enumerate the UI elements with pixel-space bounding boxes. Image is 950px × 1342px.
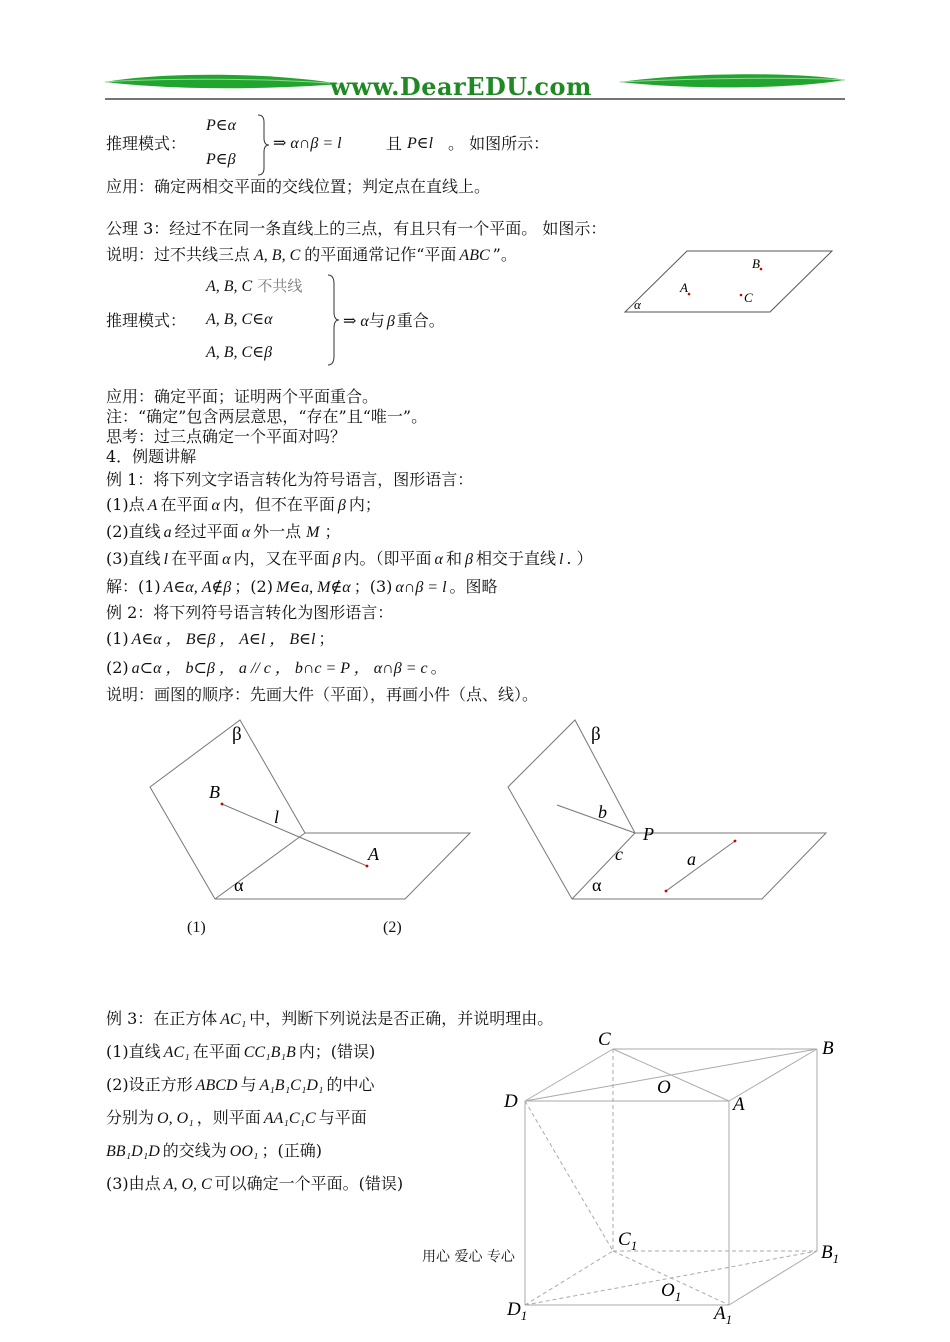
example1-item-1: [106, 495, 381, 516]
var-alpha: α: [211, 497, 220, 514]
label-A: A: [368, 844, 379, 864]
text: 。图略: [449, 577, 498, 596]
text: 外一点: [253, 522, 302, 541]
text: 例 3：在正方体: [106, 1009, 218, 1028]
label-D1-sub: 1: [520, 1308, 528, 1323]
axiom3-note-prefix: 说明：过不共线三点: [106, 245, 251, 264]
label-beta: β: [591, 724, 601, 745]
diagonal-CA: [613, 1049, 729, 1101]
text: 内，又在平面: [233, 549, 330, 568]
text: 与: [240, 1075, 257, 1094]
text: 内；(错误): [298, 1042, 376, 1061]
axiom3-premise-1-text: 不共线: [257, 277, 303, 295]
math: α∩β = l: [395, 579, 447, 596]
label-A1-letter: A: [714, 1303, 726, 1324]
text: 解：(1): [106, 577, 161, 596]
axiom3-note: [106, 245, 517, 266]
math: AA₁C₁C: [263, 1110, 316, 1127]
var-l: l: [558, 551, 564, 568]
text: 。: [430, 658, 447, 677]
var-alpha: α: [241, 524, 251, 541]
line-c: [572, 833, 635, 899]
plane-alpha: [215, 833, 470, 899]
axiom3-brace: [326, 274, 340, 366]
axiom3-conclusion-math: ⇒ α: [343, 313, 369, 330]
axiom3-conclusion-text2: 重合。: [396, 311, 445, 330]
var-beta: β: [464, 551, 473, 568]
figure-1: [140, 715, 480, 910]
label-O1-sub: 1: [674, 1289, 682, 1304]
text: 的交线为: [162, 1141, 227, 1160]
point-A: [366, 865, 369, 868]
text: 在平面: [171, 549, 220, 568]
text: (3)由点: [106, 1174, 161, 1193]
label-O1-letter: O: [661, 1280, 675, 1301]
var-beta: β: [337, 497, 346, 514]
example2-note: 说明：画图的顺序：先画大件（平面），再画小件（点、线）。: [106, 685, 539, 704]
label-b: b: [598, 802, 607, 822]
example3-item-2-line-2: [106, 1108, 367, 1129]
notes-note: 注：“确定”包含两层意思，“存在”且“唯一”。: [106, 407, 428, 426]
text: (2)设正方形: [106, 1075, 193, 1094]
text: . ）: [566, 549, 593, 568]
var-alpha: α: [222, 551, 231, 568]
notes-application: 应用：确定平面；证明两个平面重合。: [106, 387, 379, 406]
line-b: [557, 805, 635, 833]
axiom3-infer-label: 推理模式：: [106, 311, 187, 330]
label-A1: [712, 1303, 732, 1327]
var-A: A: [147, 497, 158, 514]
text: 分别为: [106, 1108, 155, 1127]
text: (1)点: [106, 495, 145, 514]
axiom3-note-end: ”。: [492, 245, 517, 264]
label-D1-letter: D: [507, 1299, 521, 1320]
math: AC₁: [220, 1011, 247, 1028]
math: A₁B₁C₁D₁: [259, 1077, 324, 1094]
text: (1): [106, 629, 129, 648]
label-D: D: [504, 1091, 518, 1112]
label-B: B: [822, 1038, 834, 1059]
label-O: O: [657, 1077, 671, 1098]
math: ABCD: [195, 1077, 238, 1094]
example2-title: 例 2：将下列符号语言转化为图形语言：: [106, 603, 394, 622]
intersection-line: [215, 833, 305, 899]
label-c: c: [615, 844, 623, 864]
plane-alpha: [572, 833, 826, 899]
axiom3-note-points: A, B, C: [254, 247, 301, 264]
axiom3-conclusion-text1: 与: [368, 311, 385, 330]
line-a: [666, 841, 735, 891]
label-B1-letter: B: [821, 1242, 833, 1263]
example3-item-1: [106, 1042, 375, 1063]
example1-item-3: [106, 549, 593, 570]
text: 的中心: [326, 1075, 375, 1094]
math: BB₁D₁D: [106, 1143, 160, 1160]
label-A1-sub: 1: [725, 1312, 733, 1327]
label-D1: [506, 1299, 527, 1323]
text: 在平面: [160, 495, 209, 514]
plane-beta: [508, 720, 635, 899]
page-footer: 用心 爱心 专心: [422, 1249, 515, 1265]
example2-item-2: [106, 658, 447, 679]
axiom2-application: 应用：确定两相交平面的交线位置；判定点在直线上。: [106, 177, 491, 196]
text: 中，判断下列说法是否正确，并说明理由。: [249, 1009, 554, 1028]
text: 与平面: [318, 1108, 367, 1127]
axiom2-premise-2: P∈β: [206, 151, 236, 168]
label-alpha: α: [634, 297, 641, 312]
axiom3-premise-1: [206, 276, 302, 297]
example3-item-2-line-1: [106, 1075, 375, 1096]
point-a-end: [734, 840, 737, 843]
example1-item-2: [106, 522, 340, 543]
math: M∈a, M∉α: [275, 579, 351, 596]
math: A, O, C: [163, 1176, 212, 1193]
label-A: A: [680, 280, 688, 295]
text: ；(3): [353, 577, 393, 596]
text: 内；: [348, 495, 381, 514]
text: ；(2): [234, 577, 273, 596]
axiom3-premise-2: A, B, C∈α: [206, 311, 273, 328]
math: A∈α, A∉β: [163, 579, 232, 596]
text: 可以确定一个平面。(错误): [214, 1174, 404, 1193]
point-C: [740, 294, 743, 297]
label-C: C: [598, 1029, 611, 1050]
label-B1-sub: 1: [832, 1251, 840, 1266]
label-beta: β: [232, 724, 242, 745]
figure-2: [500, 715, 840, 910]
text: ；: [318, 629, 335, 648]
cube-figure: [495, 1025, 855, 1335]
example2-item-1: [106, 629, 334, 650]
line-l: [222, 804, 367, 866]
example3-item-2-line-3: [106, 1141, 322, 1162]
text: 经过平面: [174, 522, 239, 541]
math: a⊂α ， b⊂β ， a // c ， b∩c = P ， α∩β = c: [131, 660, 428, 677]
axiom2-premise-1: P∈α: [206, 117, 237, 134]
axiom2-conclusion-2: P∈l: [407, 135, 434, 152]
plane-alpha-outline: [625, 251, 832, 312]
label-C1: [618, 1229, 637, 1253]
label-C: C: [744, 290, 753, 305]
section-title: 4．例题讲解: [106, 447, 197, 466]
axiom3-conclusion-math2: β: [386, 313, 395, 330]
text: ，则平面: [196, 1108, 261, 1127]
axiom2-brace: [256, 114, 270, 176]
axiom3-statement: 公理 3：经过不在同一条直线上的三点，有且只有一个平面。 如图示：: [106, 219, 607, 238]
text: 内，但不在平面: [222, 495, 335, 514]
label-B1: [821, 1242, 839, 1266]
math: OO₁: [229, 1143, 259, 1160]
label-C1-sub: 1: [630, 1238, 638, 1253]
notes-think: 思考：过三点确定一个平面对吗？: [106, 427, 347, 446]
axiom3-note-name: ABC: [459, 247, 490, 264]
example1-solution: [106, 577, 498, 598]
label-alpha: α: [234, 875, 244, 895]
example3-title: [106, 1009, 553, 1030]
label-C1-letter: C: [618, 1229, 631, 1250]
point-A: [688, 293, 691, 296]
axiom2-and: 且: [386, 134, 403, 153]
axiom3-conclusion: [343, 311, 445, 332]
axiom3-premise-1-math: A, B, C: [206, 278, 253, 295]
text: 和: [445, 549, 462, 568]
text: ；(正确): [261, 1141, 322, 1160]
label-alpha: α: [592, 875, 602, 895]
point-a-start: [665, 890, 668, 893]
math: CC₁B₁B: [243, 1044, 296, 1061]
var-beta: β: [332, 551, 341, 568]
var-a: a: [163, 524, 172, 541]
math: A∈α ， B∈β ， A∈l ， B∈l: [131, 631, 316, 648]
var-alpha: α: [434, 551, 443, 568]
text: 在平面: [192, 1042, 241, 1061]
axiom2-infer-label: 推理模式：: [106, 134, 187, 153]
label-a: a: [687, 849, 696, 869]
label-A: A: [733, 1094, 745, 1115]
label-O1: [661, 1280, 681, 1304]
text: (2): [106, 658, 129, 677]
label-B: B: [752, 256, 760, 271]
text: (3)直线: [106, 549, 161, 568]
example1-title: 例 1：将下列文字语言转化为符号语言，图形语言：: [106, 470, 474, 489]
var-M: M: [306, 524, 320, 541]
text: (1)直线: [106, 1042, 161, 1061]
figure-1-caption: (1): [187, 919, 206, 936]
diagonal-DC1-hidden: [525, 1101, 613, 1251]
plane-beta: [150, 720, 305, 899]
math: AC₁: [163, 1044, 190, 1061]
text: ；: [324, 522, 341, 541]
text: 相交于直线: [475, 549, 556, 568]
site-logo-text: www.DearEDU.com: [330, 72, 592, 101]
label-B: B: [209, 782, 220, 802]
label-l: l: [274, 807, 280, 827]
figure-2-caption: (2): [383, 919, 402, 936]
text: (2)直线: [106, 522, 161, 541]
axiom3-note-mid: 的平面通常记作“平面: [304, 245, 457, 264]
axiom2-tail: 。 如图所示：: [448, 134, 550, 153]
point-B: [221, 803, 224, 806]
axiom3-plane-figure: [620, 246, 840, 318]
example3-item-3: [106, 1174, 403, 1195]
math: O, O₁: [157, 1110, 194, 1127]
var-l: l: [163, 551, 169, 568]
label-P: P: [643, 824, 654, 844]
point-B: [760, 268, 763, 271]
text: 内。（即平面: [343, 549, 432, 568]
axiom3-premise-3: A, B, C∈β: [206, 344, 273, 361]
axiom2-conclusion: ⇒ α∩β = l: [273, 135, 342, 152]
